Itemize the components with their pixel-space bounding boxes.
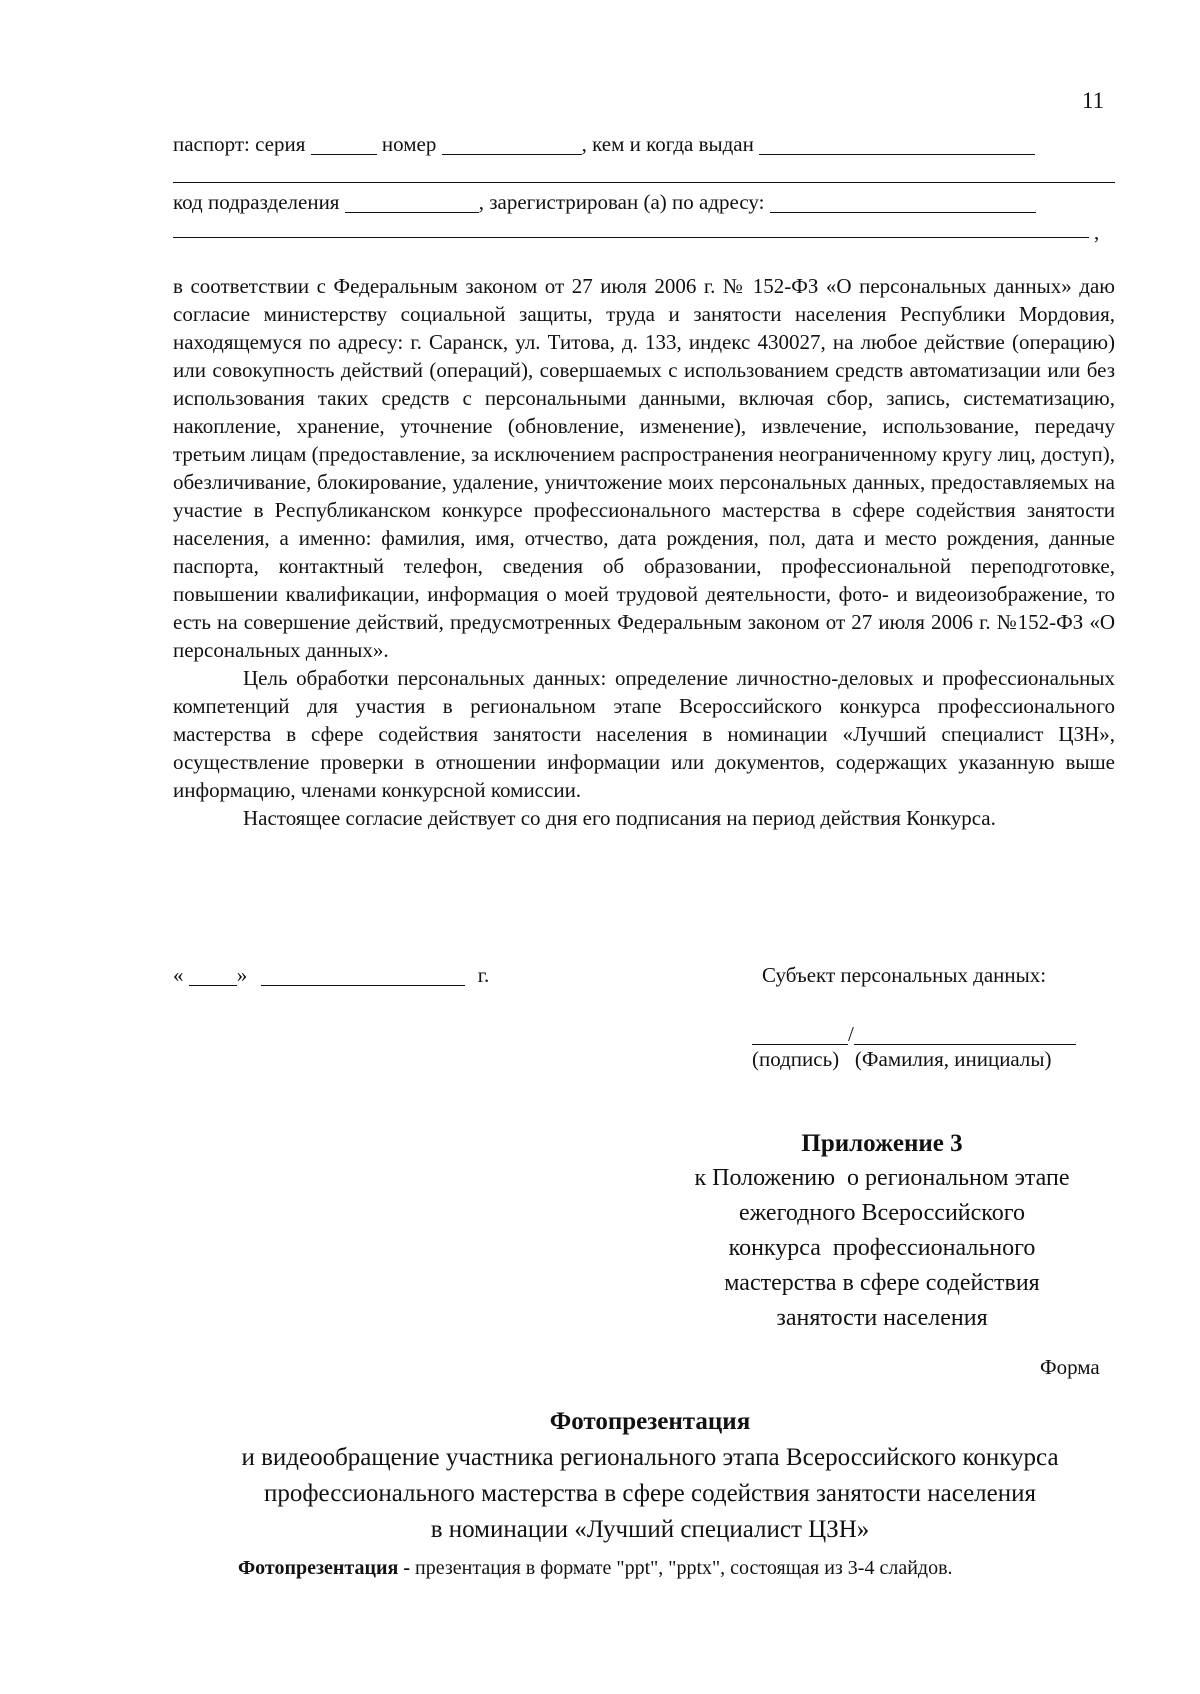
photo-presentation-line-1: и видеообращение участника регионального этапа Всероссийского конкурса (241, 1444, 1059, 1471)
division-code-label: код подразделения (173, 190, 340, 214)
registered-address-field[interactable] (770, 190, 1036, 213)
appendix-line-3: конкурса профессионального (728, 1235, 1036, 1261)
division-code-field[interactable] (345, 190, 479, 213)
date-year-suffix: г. (477, 963, 490, 987)
photo-definition-text: презентация в формате "ppt", "pptx", состоящая из 3-4 слайдов. (410, 1557, 953, 1579)
page-number: 11 (1082, 88, 1105, 113)
consent-paragraph-1: в соответствии с Федеральным законом от 27 июля 2006 г. № 152-ФЗ «О персональных данных» даю согласие министерству социальной защиты, труда и занятости населения Республики Мордовия, находящемуся по адресу: г. Саранск, ул. Титова, д. 133, индекс 430027, на любое действие (операцию) или совокупность действий (операций), совершаемых с использованием средств автоматизации или без использования таких средств с персональными данными, включая сбор, запись, систематизацию, накопление, хранение, уточнение (обновление, изменение), извлечение, использование, передачу третьим лицам (предоставление, за исключением распространения неограниченному кругу лиц, доступ), обезличивание, блокирование, удаление, уничтожение моих персональных данных, предоставляемых на участие в Республиканском конкурсе профессионального мастерства в сфере содействия занятости населения, а именно: фамилия, имя, отчество, дата рождения, пол, дата и место рождения, данные паспорта, контактный телефон, сведения об образовании, профессиональной переподготовке, повышении квалификации, информация о моей трудовой деятельности, фото- и видеоизображение, то есть на совершение действий, предусмотренных Федеральным законом от 27 июля 2006 г. №152-ФЗ «О персональных данных». (173, 274, 1115, 662)
appendix-line-5: занятости населения (776, 1305, 988, 1331)
date-day-field[interactable] (189, 963, 237, 986)
date-line (173, 963, 489, 988)
passport-continuation-line[interactable] (173, 182, 1115, 183)
signature-line (752, 1022, 1076, 1047)
subject-label: Субъект персональных данных: (762, 963, 1047, 987)
appendix-line-2: ежегодного Всероссийского (739, 1200, 1025, 1226)
appendix-line-4: мастерства в сфере содействия (724, 1270, 1040, 1296)
photo-presentation-heading: Фотопрезентация (549, 1408, 751, 1435)
appendix-block (632, 1126, 1132, 1336)
full-name-field[interactable] (854, 1022, 1076, 1045)
photo-presentation-definition (238, 1557, 953, 1580)
appendix-line-1: к Положению о региональном этапе (694, 1165, 1070, 1191)
registered-label: , зарегистрирован (а) по адресу: (478, 190, 765, 214)
address-end-comma: , (1094, 220, 1100, 244)
photo-presentation-heading-block (150, 1404, 1150, 1548)
passport-number-label: номер (381, 132, 437, 156)
signature-field[interactable] (752, 1022, 848, 1045)
passport-series-field[interactable] (311, 132, 377, 155)
photo-definition-term: Фотопрезентация - (238, 1557, 411, 1579)
passport-series-label: паспорт: серия (173, 132, 306, 156)
signature-separator: / (848, 1022, 854, 1046)
address-continuation-line[interactable] (173, 237, 1089, 238)
passport-issued-field[interactable] (759, 132, 1035, 155)
date-open-quote: « (173, 963, 184, 987)
date-close-quote: » (236, 963, 248, 987)
passport-number-field[interactable] (442, 132, 582, 155)
form-label: Форма (1040, 1355, 1100, 1379)
passport-issued-label: , кем и когда выдан (581, 132, 754, 156)
consent-paragraph-2: Цель обработки персональных данных: определение личностно-деловых и профессиональных компетенций для участия в региональном этапе Всероссийского конкурса профессионального мастерства в сфере содействия занятости населения в номинации «Лучший специалист ЦЗН», осуществление проверки в отношении информации или документов, содержащих указанную выше информацию, членами конкурсной комиссии. (173, 666, 1115, 802)
date-month-field[interactable] (261, 963, 465, 986)
passport-row (173, 130, 1113, 158)
appendix-title: Приложение 3 (801, 1130, 963, 1157)
photo-presentation-line-2: профессионального мастерства в сфере содействия занятости населения (263, 1480, 1037, 1507)
signature-caption: (подпись) (Фамилия, инициалы) (752, 1047, 1052, 1071)
consent-paragraph-3: Настоящее согласие действует со дня его подписания на период действия Конкурса. (243, 806, 996, 830)
consent-text (173, 272, 1115, 832)
photo-presentation-line-3: в номинации «Лучший специалист ЦЗН» (430, 1516, 870, 1543)
division-row (173, 188, 1113, 216)
